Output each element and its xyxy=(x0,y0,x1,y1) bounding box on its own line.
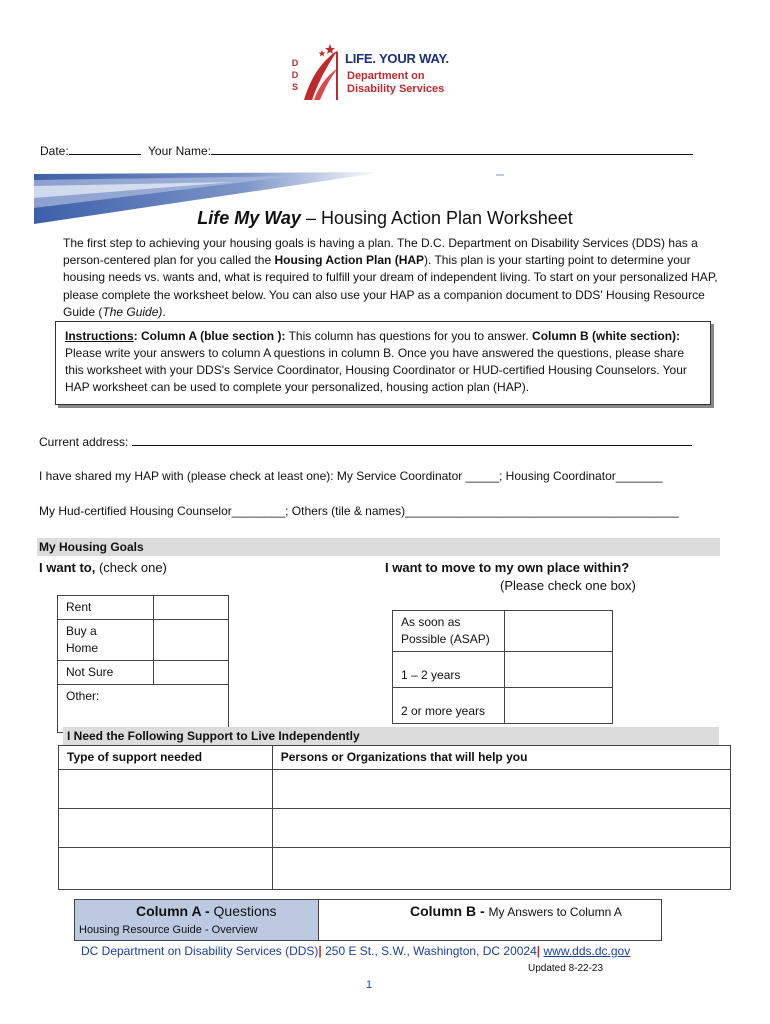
want-to-label xyxy=(39,559,167,576)
support-title: I Need the Following Support to Live Independently xyxy=(67,729,360,743)
logo-letters xyxy=(289,57,301,93)
want-to-rest: (check one) xyxy=(95,560,167,575)
instructions-box xyxy=(55,321,711,405)
option-other-label: Other: xyxy=(58,685,154,733)
footer-separator: | xyxy=(318,944,322,958)
date-name-row xyxy=(40,143,700,160)
timeframe-asap-checkbox[interactable] xyxy=(504,611,612,652)
table-row xyxy=(58,661,229,685)
logo-letter-d2: D xyxy=(291,70,299,80)
table-row xyxy=(393,611,613,652)
current-address-label: Current address: xyxy=(39,435,132,449)
footer-address: 250 E St., S.W., Washington, DC 20024 xyxy=(325,944,537,958)
intro-text-bold: Housing Action Plan (HAP xyxy=(274,253,425,268)
name-field[interactable] xyxy=(211,143,693,155)
logo-subtitle-line2: Disability Services xyxy=(347,83,445,95)
page-number: 1 xyxy=(366,979,373,991)
option-rent-label: Rent xyxy=(58,596,154,620)
page-title xyxy=(0,208,770,229)
option-other-field[interactable] xyxy=(153,685,228,733)
instructions-col-b: Column B (white section): xyxy=(532,329,681,343)
option-rent-checkbox[interactable] xyxy=(153,596,228,620)
footer-line xyxy=(81,944,630,958)
instructions-col-a: : Column A (blue section ): xyxy=(133,329,286,343)
column-a-rest: Questions xyxy=(213,903,277,919)
support-persons-cell[interactable] xyxy=(272,770,730,809)
housing-goals-title: My Housing Goals xyxy=(39,540,144,554)
timeframe-2plus-label: 2 or more years xyxy=(393,688,505,724)
logo-subtitle-line1: Department on xyxy=(347,70,425,82)
shared-with-row[interactable]: I have shared my HAP with (please check at least one): My Service Coordinator _____; Housing Coordinator_______ xyxy=(39,469,663,483)
timeframe-table xyxy=(392,610,613,724)
table-row xyxy=(58,596,229,620)
intro-text-end: . xyxy=(162,304,166,319)
footer-website-link[interactable]: www.dds.dc.gov xyxy=(543,944,631,958)
logo-letter-s: S xyxy=(291,82,298,92)
support-type-cell[interactable] xyxy=(59,770,273,809)
dds-swoosh-icon xyxy=(300,42,340,102)
footer-separator: | xyxy=(536,944,541,958)
support-persons-cell[interactable] xyxy=(272,848,730,890)
table-row xyxy=(59,809,731,848)
table-row xyxy=(393,688,613,724)
support-type-cell[interactable] xyxy=(59,809,273,848)
column-b-label xyxy=(410,903,622,919)
move-within-title: I want to move to my own place within? xyxy=(385,560,630,575)
instructions-text-2: Please write your answers to column A questions in column B. Once you have answered the questions, please share this worksheet with your DDS's Service Coordinator, Housing Coordinator or HUD-certified Housing Counselors. Your HAP worksheet can be used to complete your personalized, housing action plan (HAP). xyxy=(65,346,687,394)
logo-letter-d1: D xyxy=(291,58,299,68)
option-buy-checkbox[interactable] xyxy=(153,620,228,661)
option-buy-label: Buy a Home xyxy=(58,620,154,661)
column-a-bold: Column A - xyxy=(136,903,214,919)
table-row xyxy=(59,770,731,809)
table-row xyxy=(393,652,613,688)
column-a-label xyxy=(136,903,277,919)
name-label: Your Name: xyxy=(148,144,211,158)
title-italic: Life My Way xyxy=(197,208,301,228)
table-row xyxy=(59,848,731,890)
support-type-cell[interactable] xyxy=(59,848,273,890)
option-notsure-label: Not Sure xyxy=(58,661,154,685)
logo-title: LIFE. YOUR WAY. xyxy=(345,51,449,66)
guide-overview-label: Housing Resource Guide - Overview xyxy=(79,924,258,936)
intro-text-1: The first step to achieving your housing goals is having a plan. The D.C. Department on Disability Services (DDS) has a person-centered plan for you called the xyxy=(63,236,698,268)
current-address-row xyxy=(39,434,699,451)
column-b-bold: Column B - xyxy=(410,903,489,919)
footer-org: DC Department on Disability Services (DDS) xyxy=(81,944,319,958)
want-to-bold: I want to, xyxy=(39,560,96,575)
timeframe-2plus-checkbox[interactable] xyxy=(504,688,612,724)
instructions-text-1: This column has questions for you to answer. xyxy=(285,329,533,343)
table-row xyxy=(58,620,229,661)
current-address-field[interactable] xyxy=(132,434,692,446)
table-row xyxy=(59,746,731,770)
move-within-sub: (Please check one box) xyxy=(500,578,636,593)
logo-divider xyxy=(336,52,338,100)
timeframe-asap-label: As soon as Possible (ASAP) xyxy=(393,611,505,652)
title-rest: Housing Action Plan Worksheet xyxy=(320,208,573,228)
hud-counselor-row[interactable]: My Hud-certified Housing Counselor________; Others (tile & names)_________________________________________ xyxy=(39,504,679,518)
updated-date: Updated 8-22-23 xyxy=(528,963,604,974)
date-label: Date: xyxy=(40,144,69,158)
housing-options-table xyxy=(57,595,229,733)
column-b-rest: My Answers to Column A xyxy=(488,905,622,919)
support-persons-cell[interactable] xyxy=(272,809,730,848)
date-field[interactable] xyxy=(69,143,141,155)
option-notsure-checkbox[interactable] xyxy=(153,661,228,685)
instructions-label: Instructions xyxy=(65,329,134,343)
logo-subtitle xyxy=(347,70,447,96)
timeframe-1-2-label: 1 – 2 years xyxy=(393,652,505,688)
support-col2-header: Persons or Organizations that will help you xyxy=(272,746,730,770)
support-table xyxy=(58,745,731,890)
support-col1-header: Type of support needed xyxy=(59,746,273,770)
table-row xyxy=(58,685,229,733)
intro-text-italic: The Guide) xyxy=(102,304,163,319)
intro-paragraph xyxy=(63,235,723,321)
title-dash: – xyxy=(300,208,321,228)
timeframe-1-2-checkbox[interactable] xyxy=(504,652,612,688)
intro-text-2: ). This plan is your starting point to determine your housing needs vs. wants and, what is required to fulfill your dream of independent living. To start on your personalized HAP, please complete the worksheet below. You can also use your HAP as a companion document to DDS' Housing Resource Guide ( xyxy=(63,253,718,319)
